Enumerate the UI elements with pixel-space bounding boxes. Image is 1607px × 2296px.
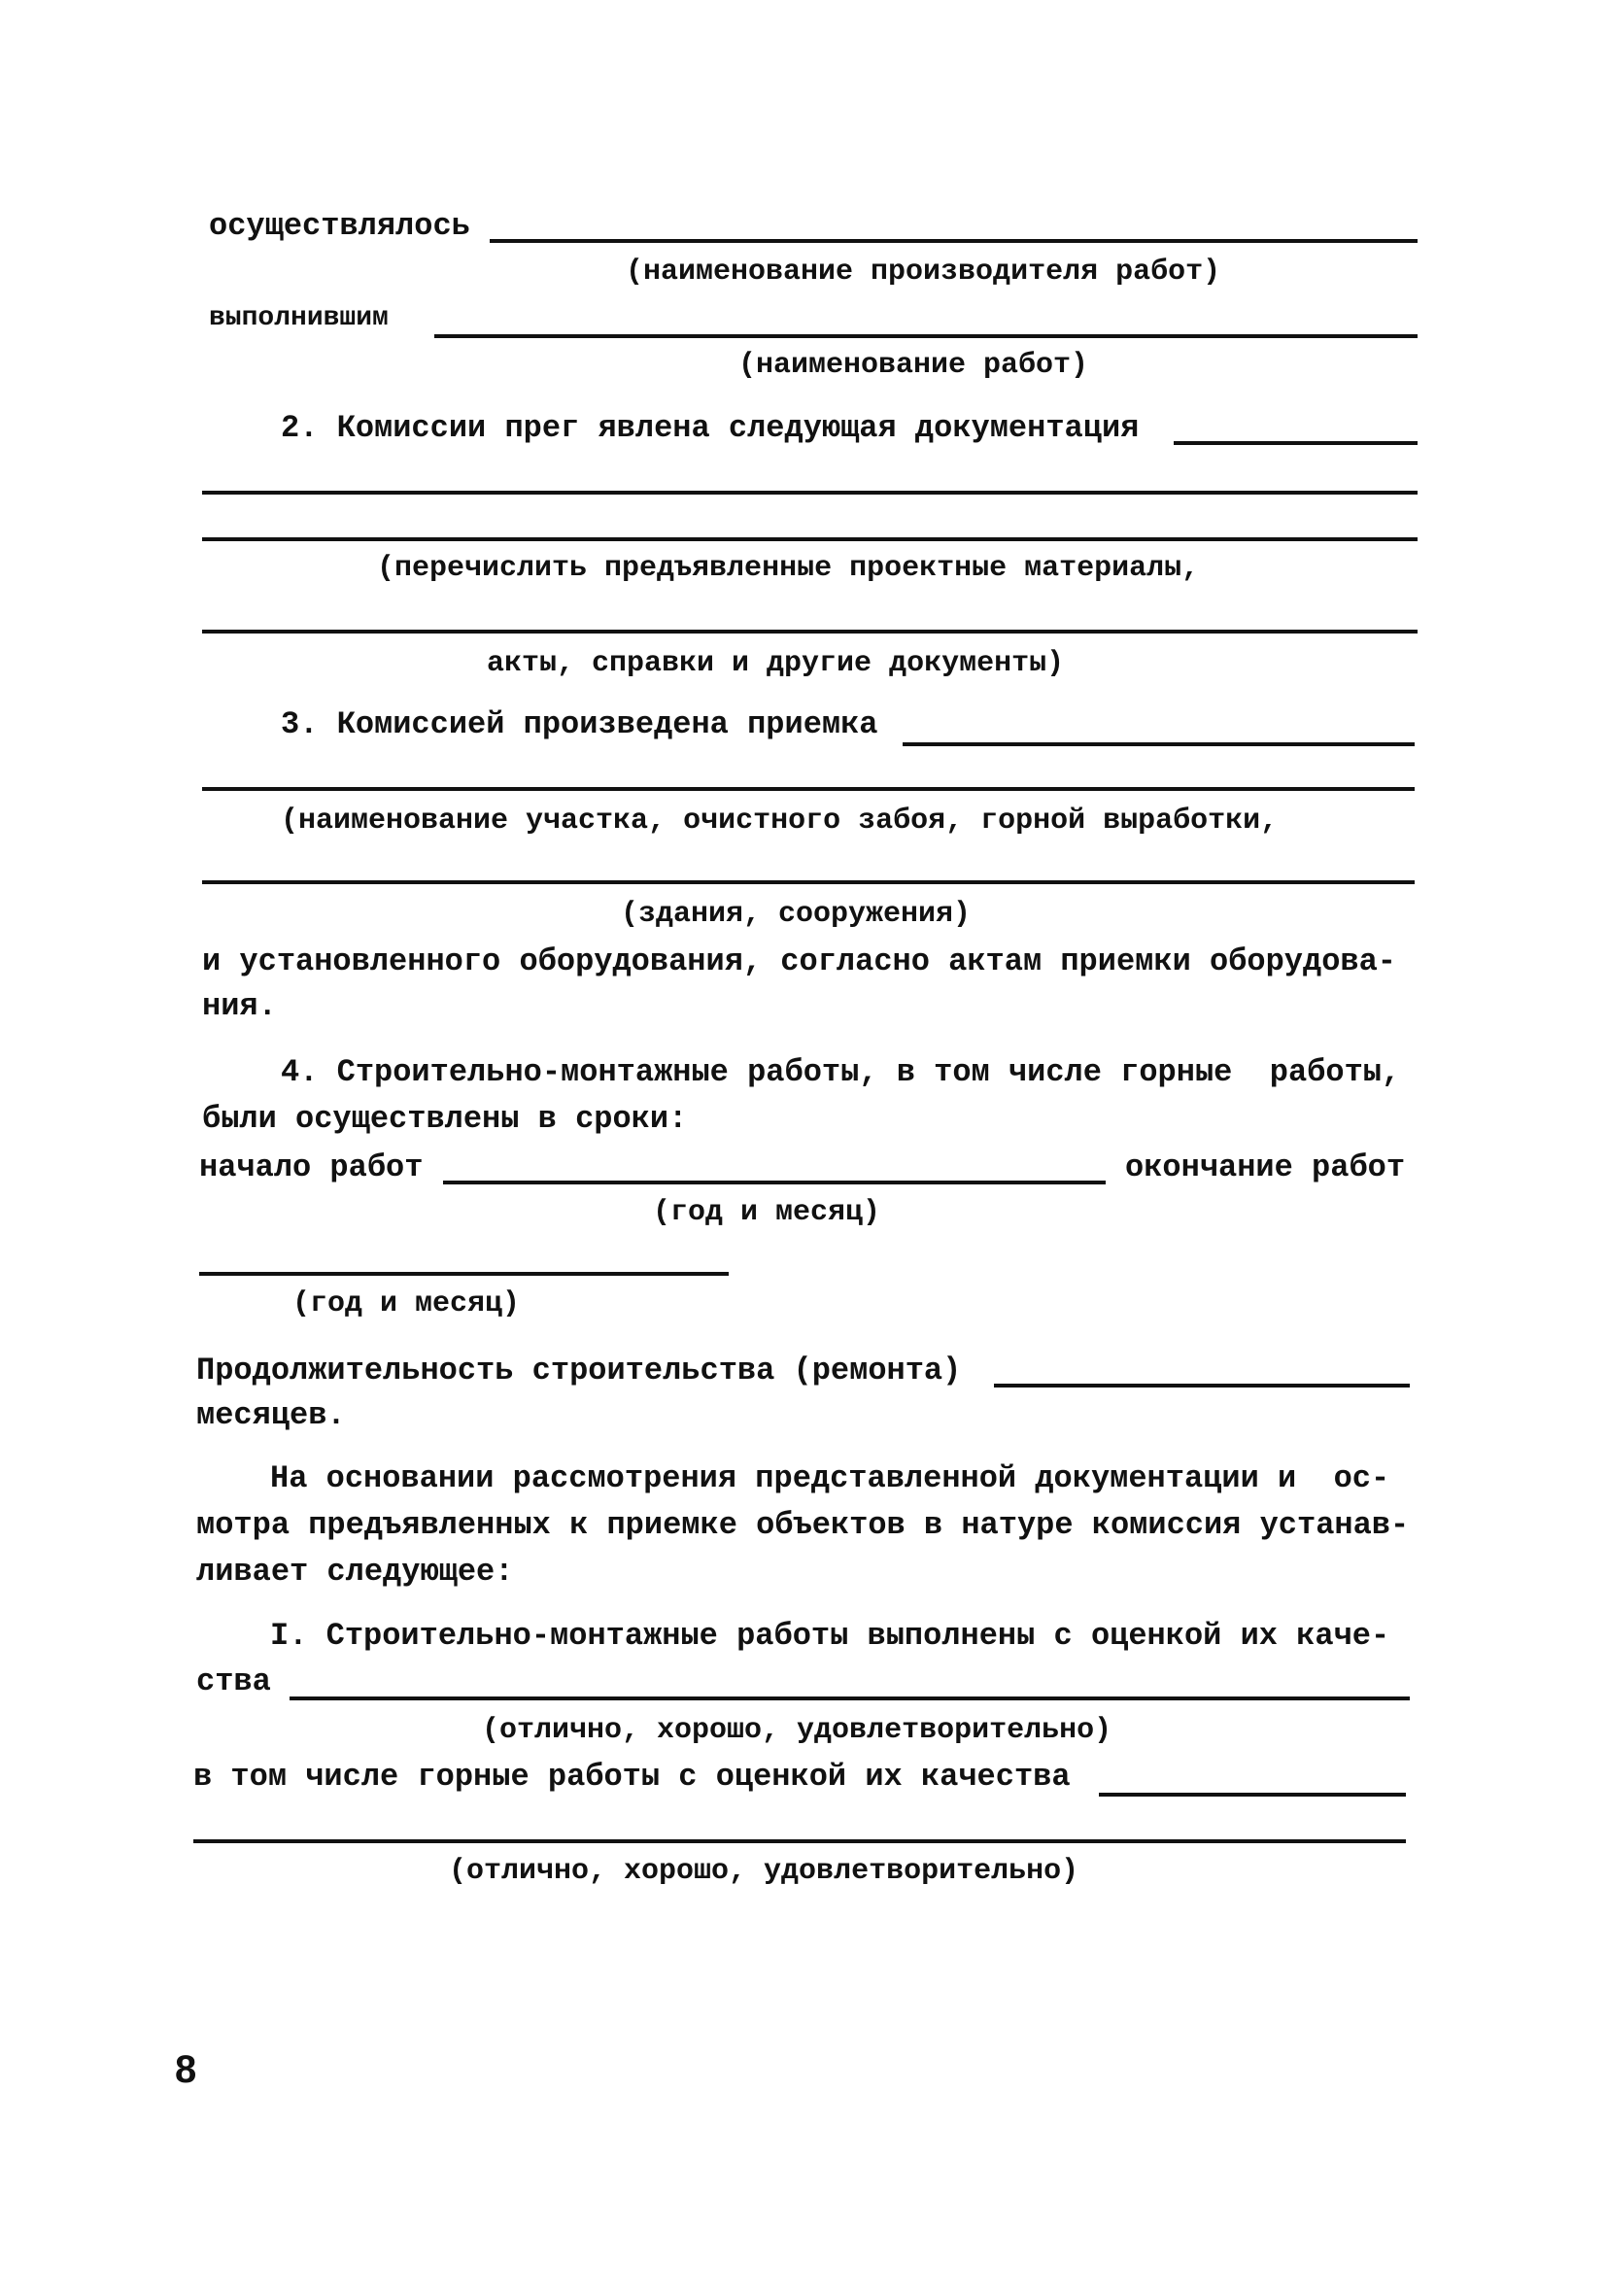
item-1-quality: I. Строительно-монтажные работы выполнены с оценкой их каче- [270,1618,1390,1654]
paragraph-terms: были осуществлены в сроки: [202,1101,688,1137]
paragraph-basis-3: ливает следующее: [196,1554,514,1590]
paragraph-basis-2: мотра предъявленных к приемке объектов в натуре комиссия устанав- [196,1507,1410,1543]
fill-line [202,491,1418,495]
label-duration: Продолжительность строительства (ремонта) [196,1353,962,1388]
page-number: 8 [175,2048,197,2091]
item-4-construction: 4. Строительно-монтажные работы, в том числе горные работы, [281,1054,1401,1090]
label-mining-quality: в том числе горные работы с оценкой их качества [193,1759,1071,1795]
fill-line-contractor [490,239,1418,243]
caption-site: (наименование участка, очистного забоя, горной выработки, [281,805,1279,838]
fill-line [202,787,1415,791]
caption-documents-2: акты, справки и другие документы) [487,647,1065,680]
caption-works-name: (наименование работ) [738,349,1089,382]
label-performed: выполнившим [209,303,389,333]
fill-line-start [443,1181,1106,1184]
fill-line [202,537,1418,541]
fill-line-duration [994,1384,1410,1388]
caption-year-month: (год и месяц) [653,1196,881,1229]
fill-line [1099,1793,1406,1797]
fill-line [202,880,1415,884]
fill-line [1174,441,1418,445]
caption-buildings: (здания, сооружения) [621,898,972,931]
item-3-acceptance: 3. Комиссией произведена приемка [281,706,878,742]
paragraph-basis-1: На основании рассмотрения представленной документации и ос- [270,1460,1390,1496]
paragraph-equipment-1: и установленного оборудования, согласно актам приемки оборудова- [202,943,1396,979]
label-end: окончание работ [1125,1149,1406,1185]
caption-documents-1: (перечислить предъявленные проектные материалы, [377,552,1200,585]
fill-line [202,630,1418,634]
fill-line-mining-quality [193,1839,1406,1843]
caption-contractor-name: (наименование производителя работ) [626,256,1221,289]
paragraph-equipment-2: ния. [202,988,277,1024]
label-carried-out: осуществлялось [209,208,470,244]
fill-line-end [199,1272,729,1276]
caption-year-month: (год и месяц) [292,1287,521,1320]
caption-quality-grades: (отлично, хорошо, удовлетворительно) [449,1855,1079,1888]
fill-line-quality [290,1696,1410,1700]
label-start: начало работ [199,1149,424,1185]
label-months: месяцев. [196,1397,346,1433]
fill-line-works [434,334,1418,338]
label-quality-cont: ства [196,1663,271,1699]
item-2-documentation: 2. Комиссии прег явлена следующая документация [281,410,1140,446]
caption-quality-grades: (отлично, хорошо, удовлетворительно) [482,1714,1112,1747]
fill-line [903,742,1415,746]
